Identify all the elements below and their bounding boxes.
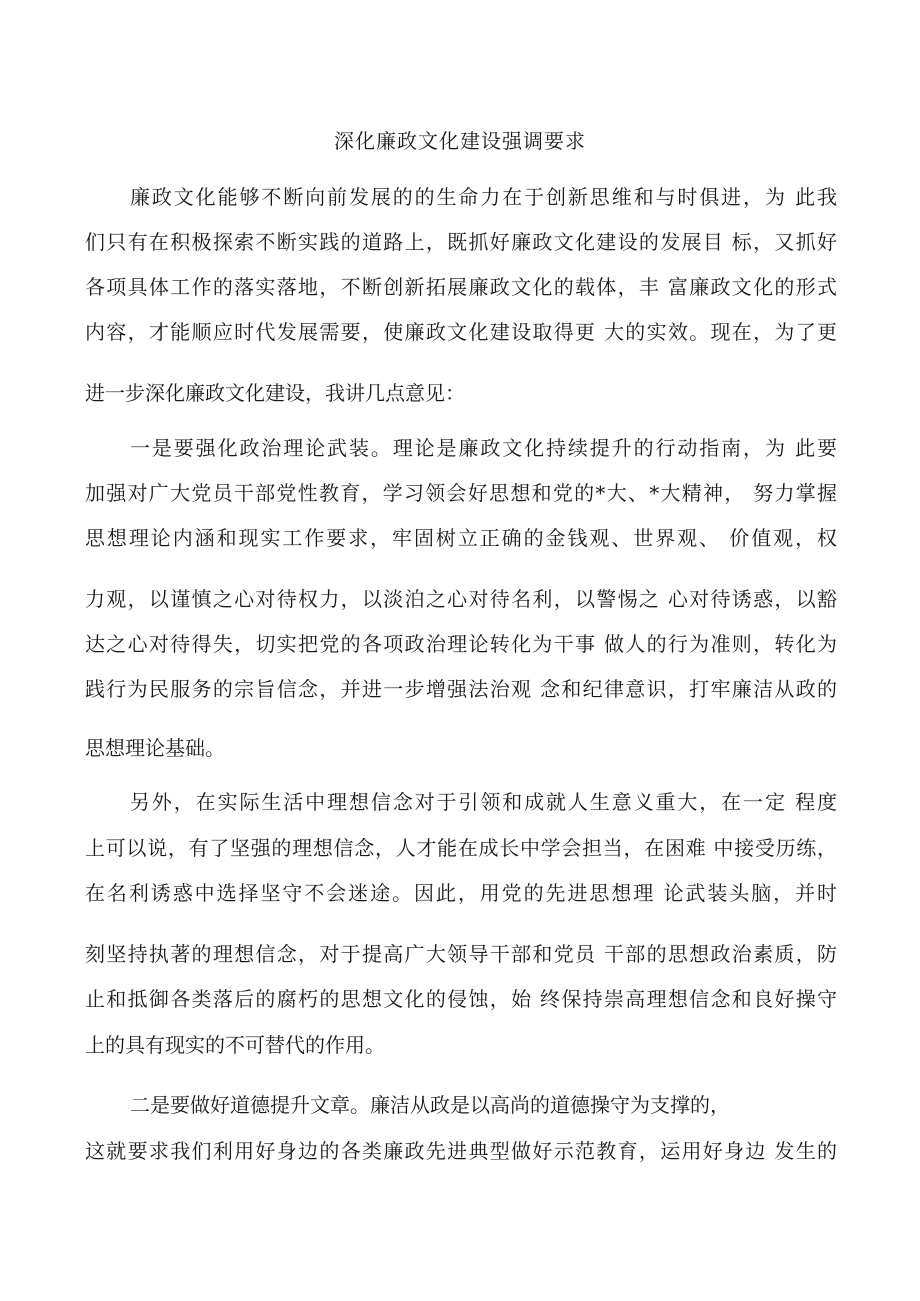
paragraph-3-line-3: 在名利诱惑中选择坚守不会迷途。因此，用党的先进思想理 论武装头脑，并时 — [85, 881, 837, 905]
paragraph-1-line-4: 内容，才能顺应时代发展需要，使廉政文化建设取得更 大的实效。现在，为了更 — [85, 320, 837, 344]
paragraph-4-line-2: 这就要求我们利用好身边的各类廉政先进典型做好示范教育，运用好身边 发生的 — [85, 1139, 837, 1163]
paragraph-3-line-5: 止和抵御各类落后的腐朽的思想文化的侵蚀，始 终保持崇高理想信念和良好操守 — [85, 987, 837, 1011]
document-title: 深化廉政文化建设强调要求 — [334, 129, 586, 153]
paragraph-2-line-1: 一是要强化政治理论武装。理论是廉政文化持续提升的行动指南，为 此要 — [130, 436, 837, 460]
paragraph-4-line-1: 二是要做好道德提升文章。廉洁从政是以高尚的道德操守为支撑的， — [130, 1093, 730, 1117]
paragraph-2-line-6: 践行为民服务的宗旨信念，并进一步增强法治观 念和纪律意识，打牢廉洁从政的 — [85, 677, 837, 701]
paragraph-2-line-4: 力观，以谨慎之心对待权力，以淡泊之心对待名利，以警惕之 心对待诱惑，以豁 — [85, 587, 837, 611]
paragraph-3-line-6: 上的具有现实的不可替代的作用。 — [85, 1033, 385, 1057]
paragraph-3-line-2: 上可以说，有了坚强的理想信念，人才能在成长中学会担当，在困难 中接受历练， — [85, 836, 837, 860]
paragraph-2-line-7: 思想理论基础。 — [85, 736, 225, 760]
paragraph-2-line-3: 思想理论内涵和现实工作要求，牢固树立正确的金钱观、世界观、 价值观，权 — [85, 526, 837, 550]
paragraph-1-line-1: 廉政文化能够不断向前发展的的生命力在于创新思维和与时俱进，为 此我 — [130, 185, 837, 209]
paragraph-1-line-5: 进一步深化廉政文化建设，我讲几点意见： — [85, 381, 465, 405]
paragraph-1-line-3: 各项具体工作的落实落地，不断创新拓展廉政文化的载体，丰 富廉政文化的形式 — [85, 275, 837, 299]
paragraph-2-line-5: 达之心对待得失，切实把党的各项政治理论转化为干事 做人的行为准则，转化为 — [85, 632, 837, 656]
paragraph-1-line-2: 们只有在积极探索不断实践的道路上，既抓好廉政文化建设的发展目 标，又抓好 — [85, 230, 837, 254]
paragraph-3-line-4: 刻坚持执著的理想信念，对于提高广大领导干部和党员 干部的思想政治素质，防 — [85, 942, 837, 966]
paragraph-2-line-2: 加强对广大党员干部党性教育，学习领会好思想和党的*大、*大精神， 努力掌握 — [85, 481, 837, 505]
paragraph-3-line-1: 另外，在实际生活中理想信念对于引领和成就人生意义重大，在一定 程度 — [130, 790, 837, 814]
